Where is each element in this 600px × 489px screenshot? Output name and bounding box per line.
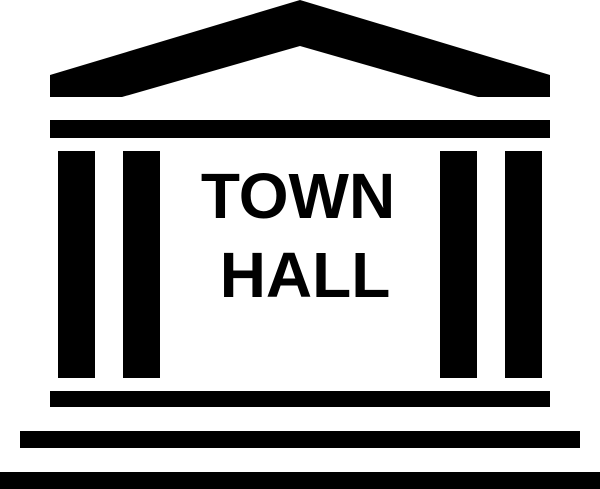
column-right-outer xyxy=(505,151,542,378)
column-left-outer xyxy=(58,151,95,378)
column-right-inner xyxy=(440,151,477,378)
label-line-1: TOWN xyxy=(200,160,396,232)
column-left-inner xyxy=(123,151,160,378)
label-line-2: HALL xyxy=(219,239,391,311)
base-step-top xyxy=(50,391,550,407)
entablature-bar xyxy=(50,120,550,138)
roof-pediment xyxy=(50,0,550,97)
base-step-middle xyxy=(20,431,580,448)
base-step-bottom xyxy=(0,472,600,489)
